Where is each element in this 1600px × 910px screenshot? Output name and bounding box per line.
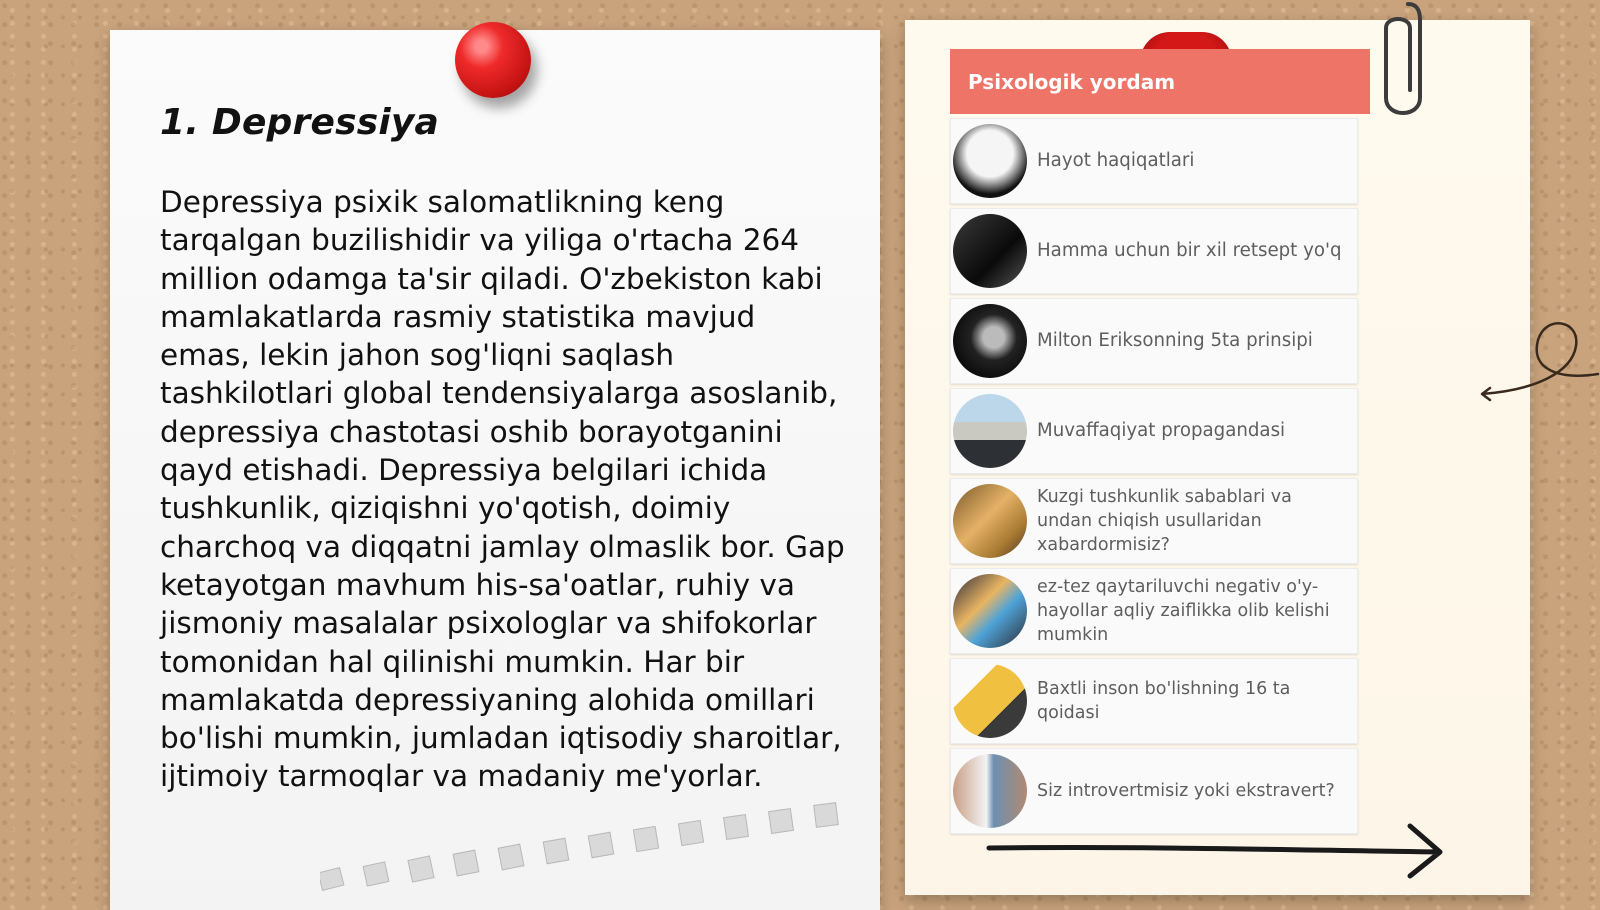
article-thumbnail [953,574,1027,648]
article-thumbnail [953,754,1027,828]
psychological-help-widget [950,49,1370,834]
widget-header: Psixologik yordam [950,49,1370,114]
article-link-title[interactable]: Milton Eriksonning 5ta prinsipi [1037,330,1313,351]
list-item[interactable] [950,568,1358,654]
list-item[interactable] [950,118,1358,204]
article-thumbnail [953,304,1027,378]
list-item[interactable] [950,208,1358,294]
list-item[interactable] [950,298,1358,384]
torn-paper-strip [320,800,860,900]
article-title: 1. Depressiya [160,102,440,143]
article-thumbnail [953,484,1027,558]
article-thumbnail [953,664,1027,738]
article-link-title[interactable]: Hayot haqiqatlari [1037,150,1195,171]
list-item[interactable] [950,478,1358,564]
curl-doodle [1480,310,1600,410]
article-link-title[interactable]: Baxtli inson bo'lishning 16 ta qoidasi [1037,679,1291,723]
article-thumbnail [953,124,1027,198]
arrow-right-icon[interactable] [985,820,1455,880]
article-link-title[interactable]: Siz introvertmisiz yoki ekstravert? [1037,781,1335,801]
list-item[interactable] [950,658,1358,744]
article-thumbnail [953,394,1027,468]
article-list [950,118,1358,834]
article-thumbnail [953,214,1027,288]
push-pin-icon [455,22,531,98]
article-link-title[interactable]: Hamma uchun bir xil retsept yo'q [1037,240,1342,261]
paperclip-icon [1378,0,1424,125]
article-link-title[interactable]: Kuzgi tushkunlik sabablari va undan chiqish usullaridan xabardormisiz? [1037,487,1292,555]
article-link-title[interactable]: Muvaffaqiyat propagandasi [1037,420,1286,441]
article-body: Depressiya psixik salomatlikning keng tarqalgan buzilishidir va yiliga o'rtacha 264 million odamga ta'sir qiladi. O'zbekiston kabi mamlakatlarda rasmiy statistika mavjud emas, lekin jahon sog'liqni saqlash tashkilotlari global tendensiyalarga asoslanib, depressiya chastotasi oshib borayotganini qayd etishadi. Depressiya belgilari ichida tushkunlik, qiziqishni yo'qotish, doimiy charchoq va diqqatni jamlay olmaslik bor. Gap ketayotgan mavhum his-sa'oatlar, ruhiy va jismoniy masalalar psixologlar va shifokorlar tomonidan hal qilinishi mumkin. Har bir mamlakatda depressiyaning alohida omillari bo'lishi mumkin, jumladan iqtisodiy sharoitlar, ijtimoiy tarmoqlar va madaniy me'yorlar. [160,185,845,794]
article-link-title[interactable]: ez-tez qaytariluvchi negativ o'y-hayollar aqliy zaiflikka olib kelishi mumkin [1037,577,1330,645]
list-item[interactable] [950,388,1358,474]
